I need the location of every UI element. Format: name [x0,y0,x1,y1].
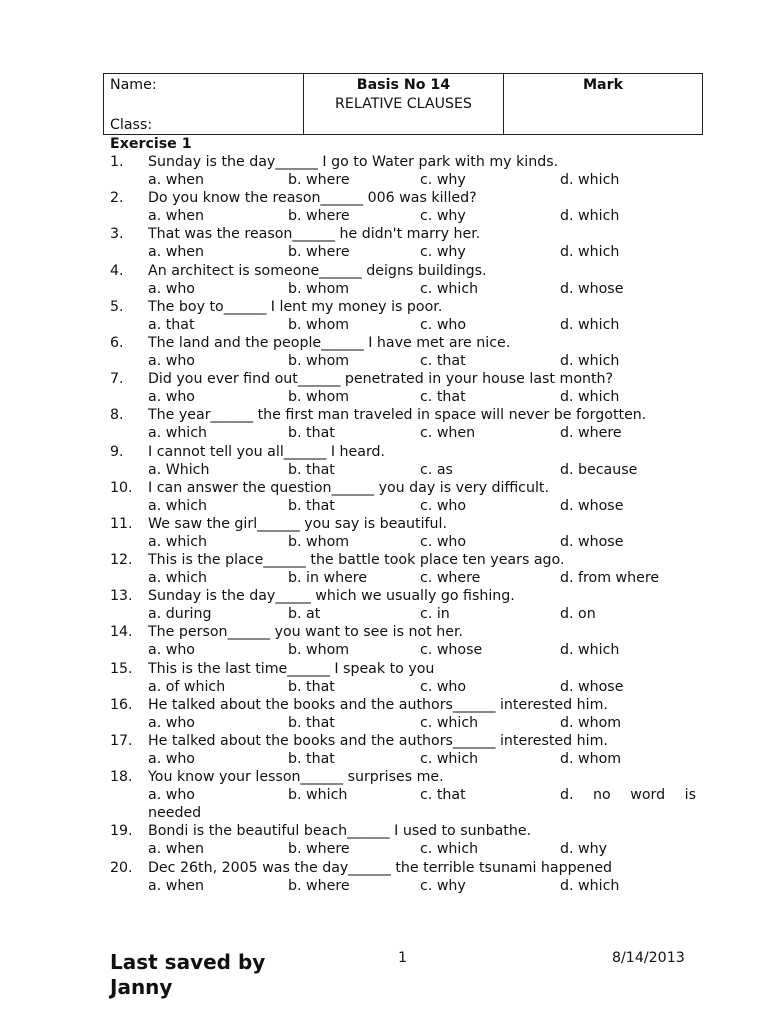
option-a: a. who [148,389,195,406]
question-number: 2. [110,190,124,207]
header-table [103,73,703,135]
option-b: b. that [288,425,335,442]
option-b: b. whom [288,642,350,659]
question-number: 19. [110,823,133,840]
question-item [110,371,700,407]
question-item [110,552,700,588]
question-text: He talked about the books and the authors______ interested him. [148,733,608,749]
option-b: b. whom [288,352,350,369]
question-item [110,190,700,226]
option-c: c. who [420,533,467,550]
option-d [560,787,696,803]
worksheet-number: Basis No 14 [356,77,451,93]
question-number: 8. [110,407,124,424]
question-number: 10. [110,479,133,496]
option-d: d. whom [560,751,622,767]
question-text: We saw the girl______ you say is beautiful. [148,515,447,532]
option-a: a. which [148,425,208,442]
option-c: c. as [420,461,453,478]
option-c: c. whose [420,642,483,659]
question-number: 9. [110,443,124,460]
option-c: c. which [420,280,479,297]
mark-label: Mark [582,77,624,93]
question-number: 15. [110,660,133,677]
option-d-continuation: needed [148,805,202,822]
option-b: b. that [288,497,335,514]
question-item [110,516,700,552]
name-class-cell [104,74,304,134]
option-a: a. who [148,352,195,369]
question-item [110,733,700,769]
option-a: a. when [148,208,205,225]
question-text: Sunday is the day_____ which we usually go fishing. [148,588,515,605]
option-a: a. who [148,751,195,767]
question-item [110,480,700,516]
question-number: 20. [110,859,133,876]
option-d: d. why [560,841,608,858]
option-a: a. when [148,244,205,261]
option-a: a. when [148,877,205,894]
question-text: I can answer the question______ you day is very difficult. [148,479,549,496]
option-c: c. which [420,751,479,767]
option-a: a. which [148,533,208,550]
option-c: c. why [420,877,466,894]
footer-date: 8/14/2013 [612,950,685,966]
question-item [110,697,700,733]
option-b: b. which [288,787,348,804]
option-d-word: word [630,787,666,804]
option-c: c. who [420,316,467,333]
option-c: c. which [420,841,479,858]
option-a: a. who [148,280,195,297]
exercise-title: Exercise 1 [110,136,192,152]
option-d: d. which [560,642,620,659]
worksheet-topic: RELATIVE CLAUSES [335,96,472,112]
option-b: b. where [288,172,350,188]
question-number: 16. [110,696,133,713]
option-b: b. whom [288,533,350,550]
question-text: The year______ the first man traveled in space will never be forgotten. [148,407,647,424]
question-list [110,154,700,896]
option-d: d. which [560,316,620,333]
question-text: An architect is someone______ deigns buildings. [148,262,487,279]
option-b: b. whom [288,389,350,406]
option-d-word: is [684,787,696,804]
option-b: b. in where [288,570,368,587]
option-d: d. which [560,172,620,188]
option-a: a. who [148,642,195,659]
question-number: 11. [110,515,133,532]
option-d: d. whose [560,678,624,695]
question-item [110,226,700,262]
option-a: a. of which [148,678,226,695]
option-a: a. when [148,172,205,188]
option-c: c. who [420,678,467,695]
question-text: Sunday is the day______ I go to Water park with my kinds. [148,154,559,170]
option-d: d. which [560,208,620,225]
option-d-word: d. [560,787,574,804]
question-text: Did you ever find out______ penetrated in your house last month? [148,371,614,388]
option-c: c. why [420,244,466,261]
question-text: Dec 26th, 2005 was the day______ the terrible tsunami happened [148,859,613,876]
question-text: The boy to______ I lent my money is poor. [148,298,443,315]
question-number: 6. [110,334,124,351]
option-d: d. which [560,352,620,369]
question-item [110,860,700,896]
option-b: b. whom [288,280,350,297]
option-d: d. whose [560,533,624,550]
option-c: c. when [420,425,476,442]
option-d: d. which [560,244,620,261]
option-c: c. that [420,389,466,406]
option-b: b. where [288,841,350,858]
option-b: b. that [288,461,335,478]
question-number: 17. [110,733,133,749]
option-d: d. whose [560,280,624,297]
class-label: Class: [110,117,153,133]
question-text: Bondi is the beautiful beach______ I used to sunbathe. [148,823,532,840]
question-text: He talked about the books and the authors______ interested him. [148,696,608,713]
option-a: a. which [148,497,208,514]
question-number: 3. [110,226,124,243]
option-b: b. where [288,877,350,894]
option-c: c. that [420,352,466,369]
question-text: The person______ you want to see is not her. [148,624,463,641]
question-item [110,263,700,299]
question-text: That was the reason______ he didn't marry her. [148,226,481,243]
option-d: d. which [560,877,620,894]
question-item [110,299,700,335]
option-b: b. where [288,208,350,225]
page-number: 1 [398,950,408,966]
option-b: b. at [288,606,321,623]
question-item [110,823,700,859]
option-a: a. who [148,714,195,731]
question-text: Do you know the reason______ 006 was killed? [148,190,477,207]
question-item [110,661,700,697]
option-b: b. that [288,678,335,695]
question-number: 1. [110,154,124,170]
last-saved-by: Last saved by Janny [110,950,266,999]
mark-cell [504,74,702,134]
question-item [110,588,700,624]
question-item [110,624,700,660]
question-text: I cannot tell you all______ I heard. [148,443,386,460]
option-d: d. which [560,389,620,406]
option-a: a. who [148,787,195,804]
question-item [110,444,700,480]
question-number: 5. [110,298,124,315]
question-number: 4. [110,262,124,279]
question-number: 18. [110,769,133,786]
option-d: d. because [560,461,638,478]
question-text: This is the last time______ I speak to you [148,660,435,677]
option-a: a. when [148,841,205,858]
question-number: 7. [110,371,124,388]
question-item [110,769,700,823]
option-c: c. where [420,570,481,587]
question-text: You know your lesson______ surprises me. [148,769,444,786]
option-c: c. who [420,497,467,514]
option-c: c. that [420,787,466,804]
option-d: d. whose [560,497,624,514]
option-c: c. why [420,208,466,225]
option-a: a. that [148,316,195,333]
question-text: The land and the people______ I have met are nice. [148,334,511,351]
option-d: d. from where [560,570,660,587]
option-b: b. whom [288,316,350,333]
option-d: d. where [560,425,622,442]
option-b: b. that [288,751,335,767]
question-number: 13. [110,588,133,605]
option-a: a. which [148,570,208,587]
name-label: Name: [110,77,157,93]
option-b: b. where [288,244,350,261]
question-text: This is the place______ the battle took place ten years ago. [148,552,565,569]
question-number: 12. [110,552,133,569]
option-a: a. Which [148,461,210,478]
title-cell [304,74,504,134]
option-c: c. which [420,714,479,731]
option-d: d. on [560,606,596,623]
option-d: d. whom [560,714,622,731]
option-c: c. in [420,606,450,623]
question-item [110,335,700,371]
option-c: c. why [420,172,466,188]
question-item [110,407,700,443]
option-d-word: no [593,787,611,804]
question-number: 14. [110,624,133,641]
option-a: a. during [148,606,212,623]
question-item [110,154,700,190]
option-b: b. that [288,714,335,731]
